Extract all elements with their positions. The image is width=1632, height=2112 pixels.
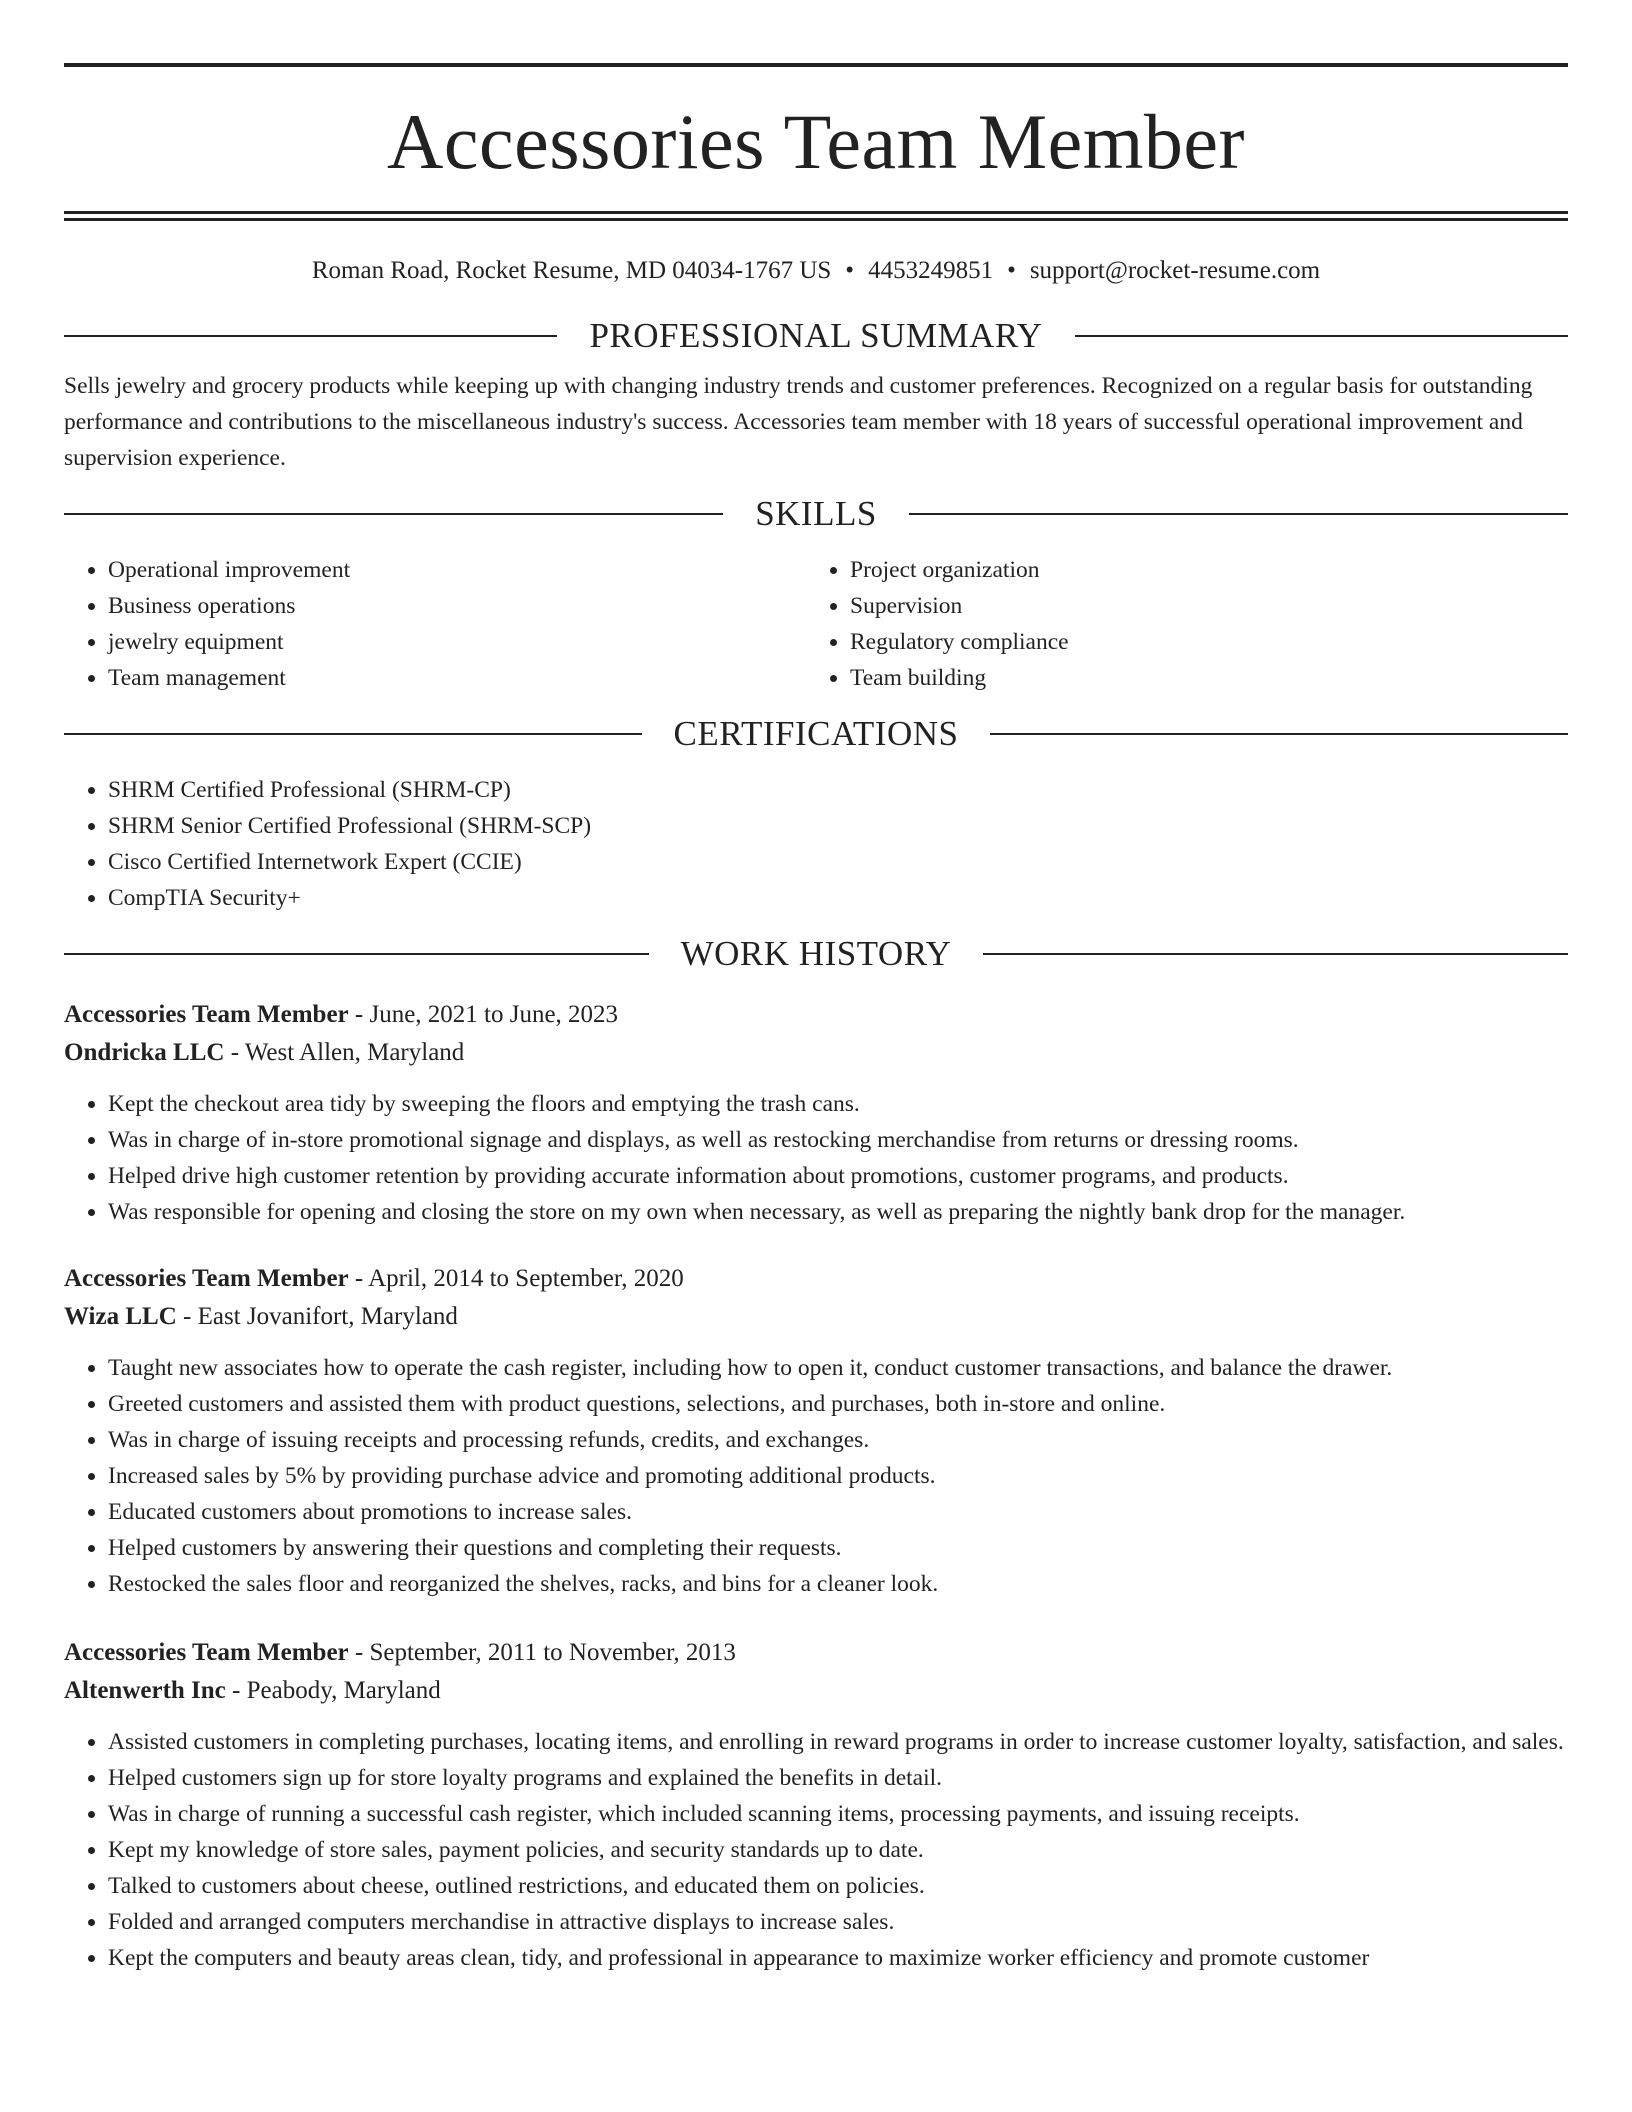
job-dates: - April, 2014 to September, 2020 xyxy=(354,1265,684,1292)
job-entry xyxy=(64,1260,1568,1602)
job-bullets xyxy=(64,1350,1568,1602)
job-company: Ondricka LLC xyxy=(64,1039,225,1066)
summary-heading-text: PROFESSIONAL SUMMARY xyxy=(589,316,1043,355)
certification-item: • SHRM Certified Professional (SHRM-CP) xyxy=(108,772,1568,808)
certification-item: • CompTIA Security+ xyxy=(108,880,1568,916)
contact-email: support@rocket-resume.com xyxy=(1029,257,1321,284)
job-title-line xyxy=(64,1260,1568,1298)
job-bullet: • Folded and arranged computers merchandise in attractive displays to increase sales. xyxy=(108,1904,1568,1940)
job-title: Accessories Team Member xyxy=(64,1265,349,1292)
job-location: - Peabody, Maryland xyxy=(232,1677,441,1704)
job-company-line xyxy=(64,1672,1568,1710)
skills-list xyxy=(64,552,1568,696)
job-bullet: • Was in charge of running a successful cash register, which included scanning items, processing payments, and issuing receipts. xyxy=(108,1796,1568,1832)
job-bullet: • Kept the checkout area tidy by sweeping the floors and emptying the trash cans. xyxy=(108,1086,1568,1122)
job-bullet: • Kept my knowledge of store sales, payment policies, and security standards up to date. xyxy=(108,1832,1568,1868)
job-location: - West Allen, Maryland xyxy=(230,1039,465,1066)
job-company-line xyxy=(64,1034,1568,1072)
job-bullet: • Increased sales by 5% by providing purchase advice and promoting additional products. xyxy=(108,1458,1568,1494)
skills-heading xyxy=(64,492,1568,536)
heading-rule xyxy=(909,513,1568,515)
contact-line xyxy=(64,254,1568,288)
skills-column-left xyxy=(64,552,806,696)
job-company-line xyxy=(64,1298,1568,1336)
heading-rule xyxy=(64,513,723,515)
certifications-heading-text: CERTIFICATIONS xyxy=(673,714,959,753)
contact-separator: • xyxy=(1007,257,1016,284)
job-dates: - June, 2021 to June, 2023 xyxy=(354,1001,619,1028)
skill-item: • Team building xyxy=(850,660,1548,696)
job-bullet: • Helped customers by answering their questions and completing their requests. xyxy=(108,1530,1568,1566)
skill-item: • Operational improvement xyxy=(108,552,806,588)
job-bullet: • Taught new associates how to operate the cash register, including how to open it, conduct customer transactions, and balance the drawer. xyxy=(108,1350,1568,1386)
skill-item: • Team management xyxy=(108,660,806,696)
heading-rule xyxy=(1075,335,1568,337)
certifications-list xyxy=(64,772,1568,916)
job-bullet: • Educated customers about promotions to increase sales. xyxy=(108,1494,1568,1530)
skills-heading-text: SKILLS xyxy=(755,494,877,533)
contact-phone: 4453249851 xyxy=(868,257,994,284)
contact-separator: • xyxy=(845,257,855,284)
skill-item: • jewelry equipment xyxy=(108,624,806,660)
skill-item: • Supervision xyxy=(850,588,1548,624)
job-title-line xyxy=(64,1634,1568,1672)
job-entry xyxy=(64,1634,1568,1976)
job-company: Wiza LLC xyxy=(64,1303,177,1330)
resume-content xyxy=(64,63,1568,1976)
job-bullet: • Was responsible for opening and closing the store on my own when necessary, as well as preparing the nightly bank drop for the manager. xyxy=(108,1194,1568,1230)
job-bullet: • Was in charge of issuing receipts and processing refunds, credits, and exchanges. xyxy=(108,1422,1568,1458)
skill-item: • Regulatory compliance xyxy=(850,624,1548,660)
skill-item: • Project organization xyxy=(850,552,1548,588)
heading-rule xyxy=(990,733,1568,735)
heading-rule xyxy=(64,953,649,955)
job-dates: - September, 2011 to November, 2013 xyxy=(354,1639,736,1666)
job-location: - East Jovanifort, Maryland xyxy=(183,1303,458,1330)
header-double-rule xyxy=(64,211,1568,221)
summary-text: Sells jewelry and grocery products while keeping up with changing industry trends and customer preferences. Recognized on a regular basis for outstanding performance and contributions to the miscellaneous industry's success. Accessories team member with 18 years of successful operational improvement and supervision experience. xyxy=(64,373,1533,471)
job-bullet: • Kept the computers and beauty areas clean, tidy, and professional in appearance to maximize worker efficiency and promote customer xyxy=(108,1940,1568,1976)
job-company: Altenwerth Inc xyxy=(64,1677,226,1704)
heading-rule xyxy=(64,733,642,735)
job-bullets xyxy=(64,1086,1568,1230)
summary-heading xyxy=(64,314,1568,358)
heading-rule xyxy=(64,335,557,337)
job-title: Accessories Team Member xyxy=(64,1001,349,1028)
job-bullet: • Restocked the sales floor and reorganized the shelves, racks, and bins for a cleaner look. xyxy=(108,1566,1568,1602)
job-entry xyxy=(64,996,1568,1230)
resume-name: Accessories Team Member xyxy=(387,98,1245,185)
work-history-heading-text: WORK HISTORY xyxy=(680,934,952,973)
job-bullet: • Was in charge of in-store promotional signage and displays, as well as restocking merchandise from returns or dressing rooms. xyxy=(108,1122,1568,1158)
contact-address: Roman Road, Rocket Resume, MD 04034-1767 US xyxy=(311,257,832,284)
job-title: Accessories Team Member xyxy=(64,1639,349,1666)
job-bullet: • Helped drive high customer retention by providing accurate information about promotions, customer programs, and products. xyxy=(108,1158,1568,1194)
heading-rule xyxy=(983,953,1568,955)
certification-item: • SHRM Senior Certified Professional (SHRM-SCP) xyxy=(108,808,1568,844)
certification-item: • Cisco Certified Internetwork Expert (CCIE) xyxy=(108,844,1568,880)
job-bullet: • Helped customers sign up for store loyalty programs and explained the benefits in detail. xyxy=(108,1760,1568,1796)
job-bullet: • Assisted customers in completing purchases, locating items, and enrolling in reward programs in order to increase customer loyalty, satisfaction, and sales. xyxy=(108,1724,1568,1760)
skills-column-right xyxy=(806,552,1548,696)
job-bullets xyxy=(64,1724,1568,1976)
job-bullet: • Talked to customers about cheese, outlined restrictions, and educated them on policies. xyxy=(108,1868,1568,1904)
job-bullet: • Greeted customers and assisted them with product questions, selections, and purchases, both in-store and online. xyxy=(108,1386,1568,1422)
header-top-rule xyxy=(64,63,1568,67)
work-history-heading xyxy=(64,932,1568,976)
certifications-heading xyxy=(64,712,1568,756)
skill-item: • Business operations xyxy=(108,588,806,624)
job-title-line xyxy=(64,996,1568,1034)
